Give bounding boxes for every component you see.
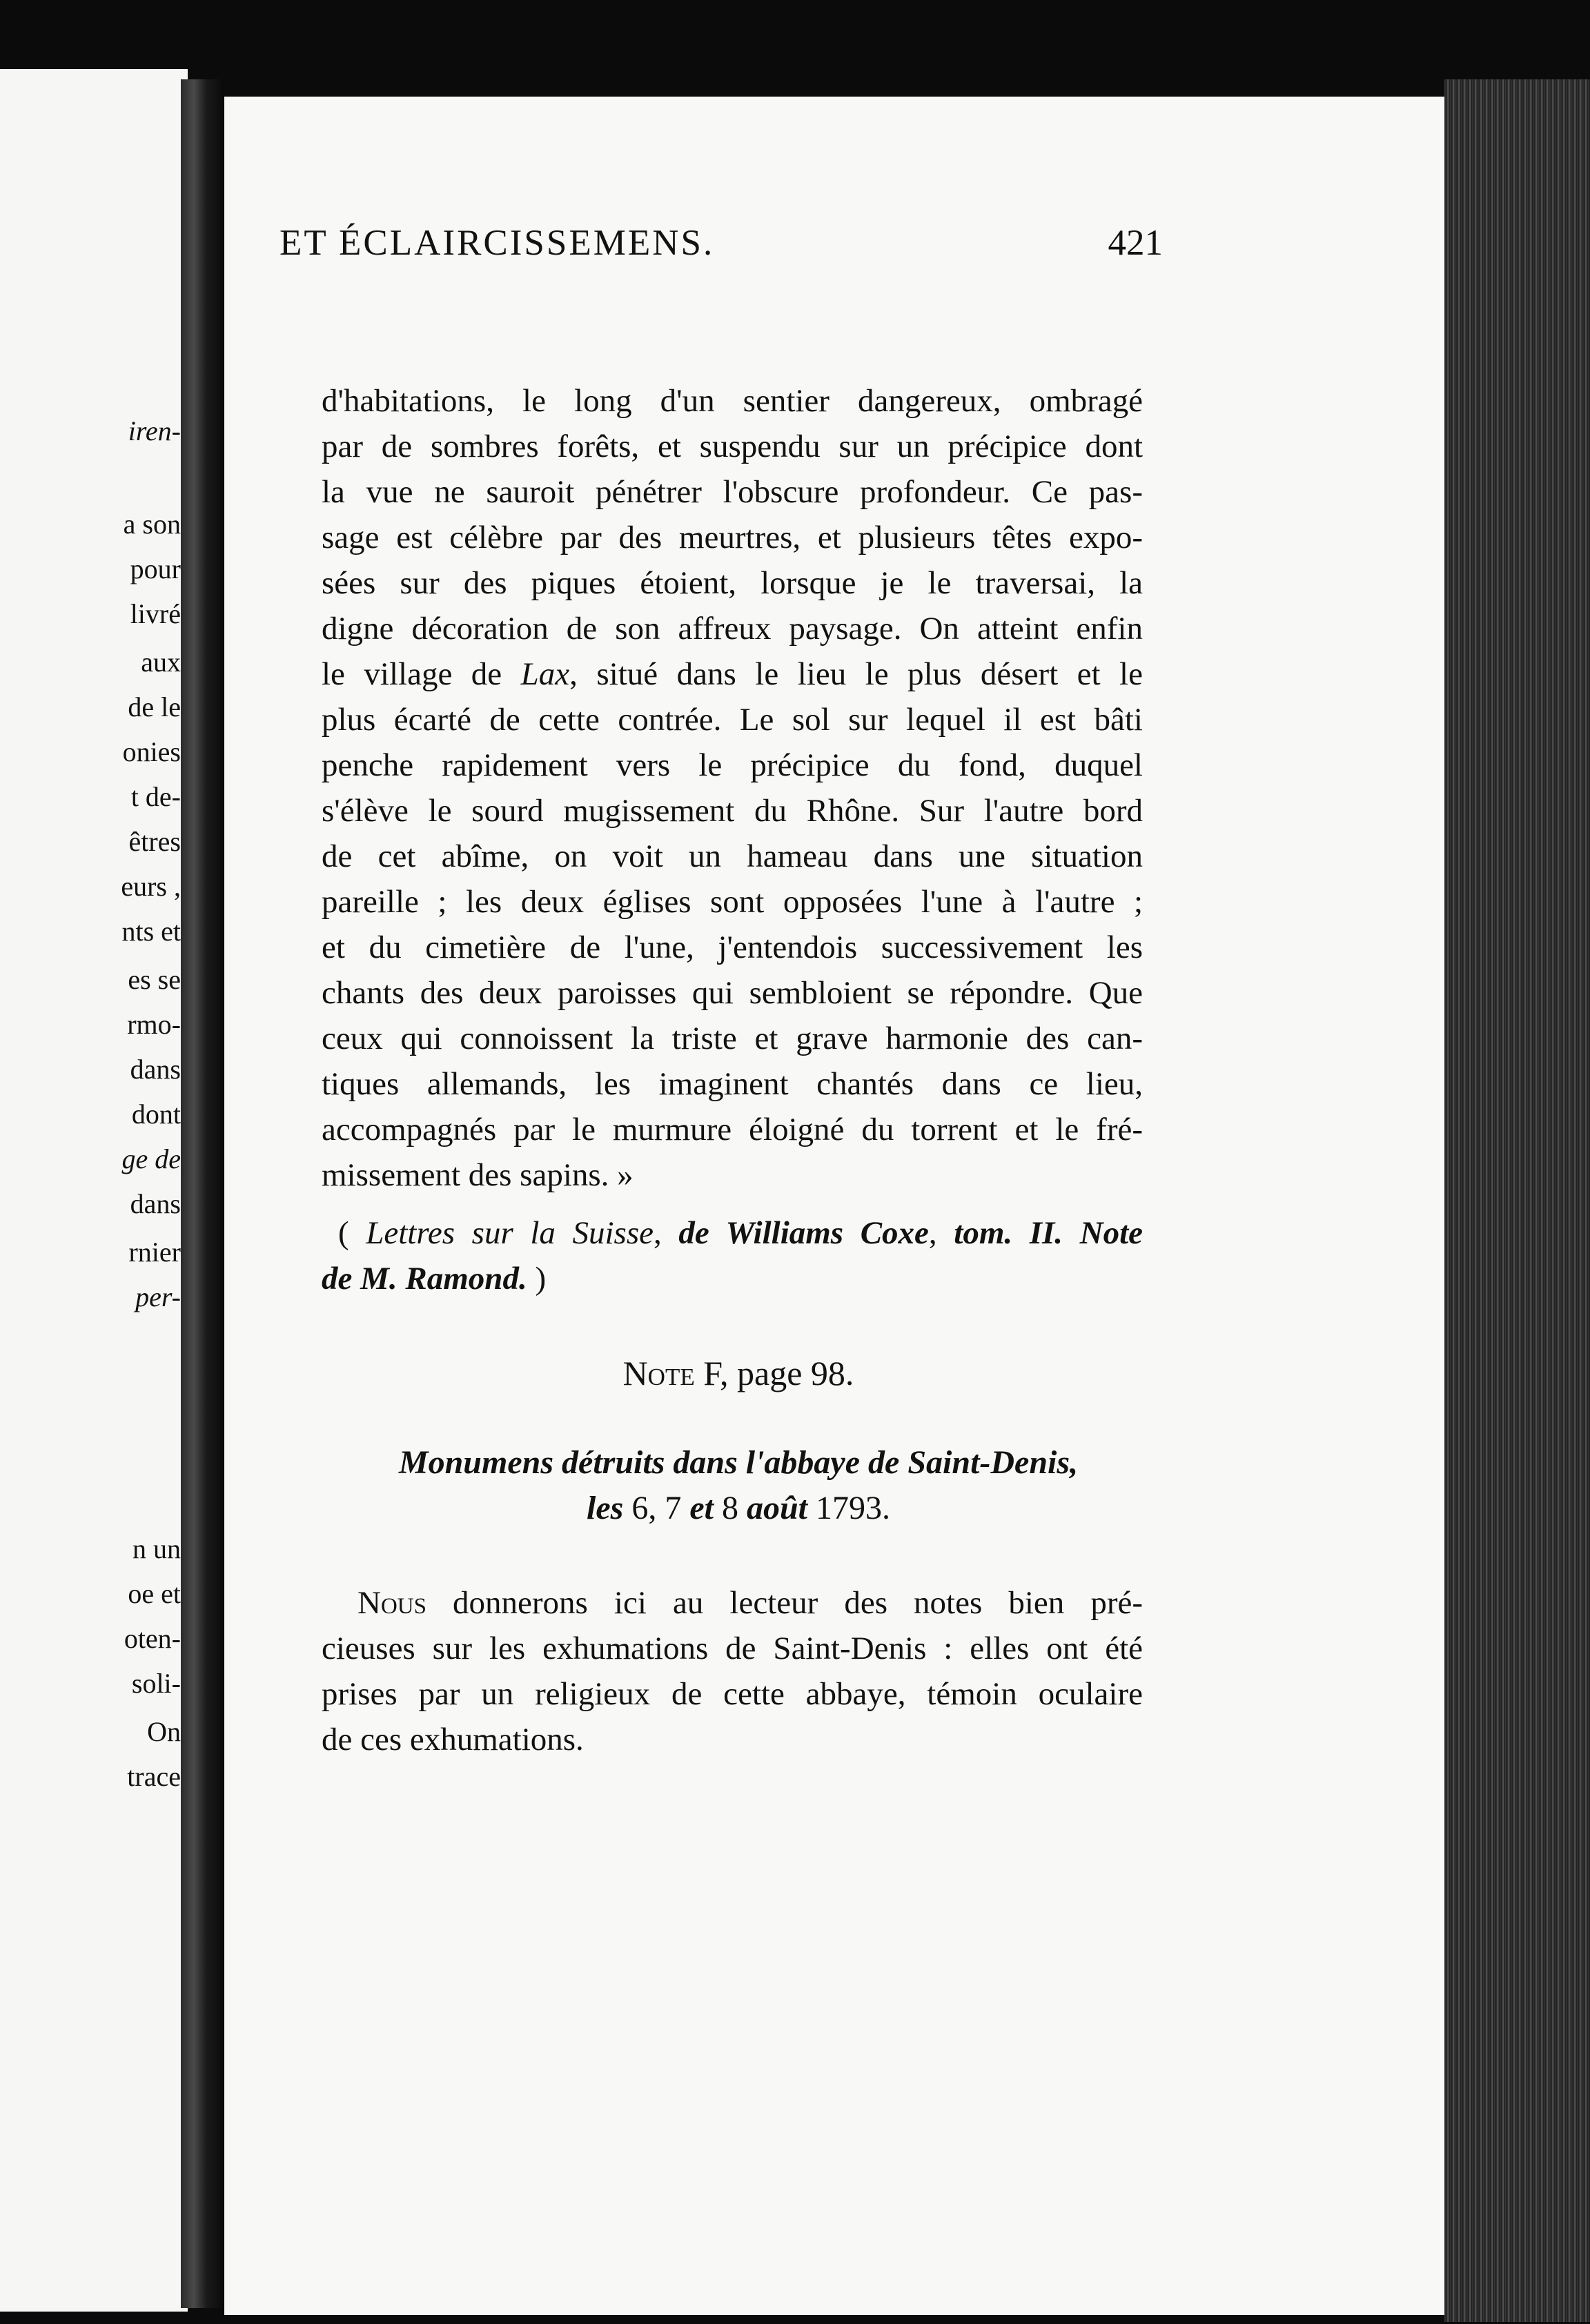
left-page-fragment: onies	[122, 736, 181, 767]
running-title: ET ÉCLAIRCISSEMENS.	[279, 223, 715, 263]
page-block-edge	[1444, 79, 1590, 2322]
body-line: tiques allemands, les imaginent chantés dans ce lieu,	[322, 1066, 1143, 1102]
body-line: pareille ; les deux églises sont opposées l'une à l'autre ;	[322, 884, 1143, 920]
left-page-fragment: oten-	[124, 1623, 181, 1654]
left-page-fragment: soli-	[131, 1668, 181, 1699]
body-line: par de sombres forêts, et suspendu sur un précipice dont	[322, 429, 1143, 464]
left-page-fragment: êtres	[128, 826, 181, 857]
page-number: 421	[1108, 223, 1163, 263]
left-page-fragment: ge de	[121, 1143, 181, 1174]
note-paragraph-line: cieuses sur les exhumations de Saint-Denis : elles ont été	[322, 1631, 1143, 1666]
note-paragraph-line: Nous donnerons ici au lecteur des notes bien pré-	[357, 1585, 1143, 1621]
line-text: , situé dans le lieu le plus désert et le	[569, 656, 1143, 692]
body-line: s'élève le sourd mugissement du Rhône. Sur l'autre bord	[322, 793, 1143, 829]
running-header	[279, 222, 1163, 264]
body-line: chants des deux paroisses qui sembloient se répondre. Que	[322, 975, 1143, 1011]
left-page-fragment: t de-	[130, 781, 181, 812]
body-line: d'habitations, le long d'un sentier dangereux, ombragé	[322, 383, 1143, 419]
left-page-fragment: rnier	[128, 1237, 181, 1268]
body-line: plus écarté de cette contrée. Le sol sur lequel il est bâti	[322, 702, 1143, 738]
body-line: de cet abîme, on voit un hameau dans une situation	[322, 838, 1143, 874]
note-subtitle: Monumens détruits dans l'abbaye de Saint-Denis,	[398, 1444, 1079, 1481]
body-line: missement des sapins. »	[322, 1157, 634, 1193]
left-page-fragment: n un	[132, 1533, 181, 1564]
left-page-fragment: a son	[123, 509, 181, 540]
left-page-fragment: On	[147, 1716, 181, 1747]
body-line: sées sur des piques étoient, lorsque je le traversai, la	[322, 565, 1143, 601]
left-page-fragment: dans	[130, 1054, 181, 1085]
note-subtitle: les 6, 7 et 8 août 1793.	[587, 1490, 890, 1526]
citation-title: Lettres sur la Suisse	[366, 1215, 654, 1251]
note-paragraph-line: prises par un religieux de cette abbaye, témoin oculaire	[322, 1676, 1143, 1712]
left-page-fragment: iren-	[128, 415, 181, 446]
body-line	[322, 651, 1143, 697]
left-page-fragment: oe et	[128, 1578, 181, 1609]
citation-line: de M. Ramond. )	[322, 1261, 547, 1297]
left-page-fragment: de le	[128, 691, 181, 722]
body-line: et du cimetière de l'une, j'entendois successivement les	[322, 929, 1143, 965]
left-page-fragment: nts et	[121, 916, 181, 947]
note-paragraph-line: de ces exhumations.	[322, 1722, 584, 1757]
body-line: la vue ne sauroit pénétrer l'obscure profondeur. Ce pas-	[322, 474, 1143, 510]
left-page-fragment: per-	[135, 1281, 181, 1312]
place-name: Lax	[520, 656, 570, 692]
citation-author: Williams Coxe	[725, 1215, 929, 1251]
left-page-fragment: dont	[131, 1099, 181, 1130]
left-page-fragment: aux	[141, 647, 181, 678]
left-page-fragment: pour	[130, 553, 181, 584]
body-line: digne décoration de son affreux paysage. On atteint enfin	[322, 611, 1143, 647]
left-page-fragment: trace	[127, 1761, 181, 1792]
body-line: ceux qui connoissent la triste et grave harmonie des can-	[322, 1021, 1143, 1056]
body-line: sage est célèbre par des meurtres, et plusieurs têtes expo-	[322, 520, 1143, 555]
body-line: accompagnés par le murmure éloigné du torrent et le fré-	[322, 1112, 1143, 1148]
note-heading: Note F, page 98.	[622, 1354, 854, 1392]
line-text: le village de	[322, 656, 521, 692]
book-gutter	[181, 79, 224, 2308]
left-page-fragment: rmo-	[127, 1009, 181, 1040]
left-page-fragment: es se	[128, 964, 181, 995]
left-page-fragment: dans	[130, 1188, 181, 1219]
left-facing-page	[0, 69, 188, 2312]
left-page-fragment: livré	[130, 598, 181, 629]
citation-line: ( Lettres sur la Suisse, de Williams Coxe, tom. II. Note	[338, 1215, 1144, 1251]
body-line: penche rapidement vers le précipice du fond, duquel	[322, 747, 1143, 783]
dropword: Nous	[357, 1585, 426, 1621]
left-page-fragment: eurs ,	[121, 871, 181, 902]
